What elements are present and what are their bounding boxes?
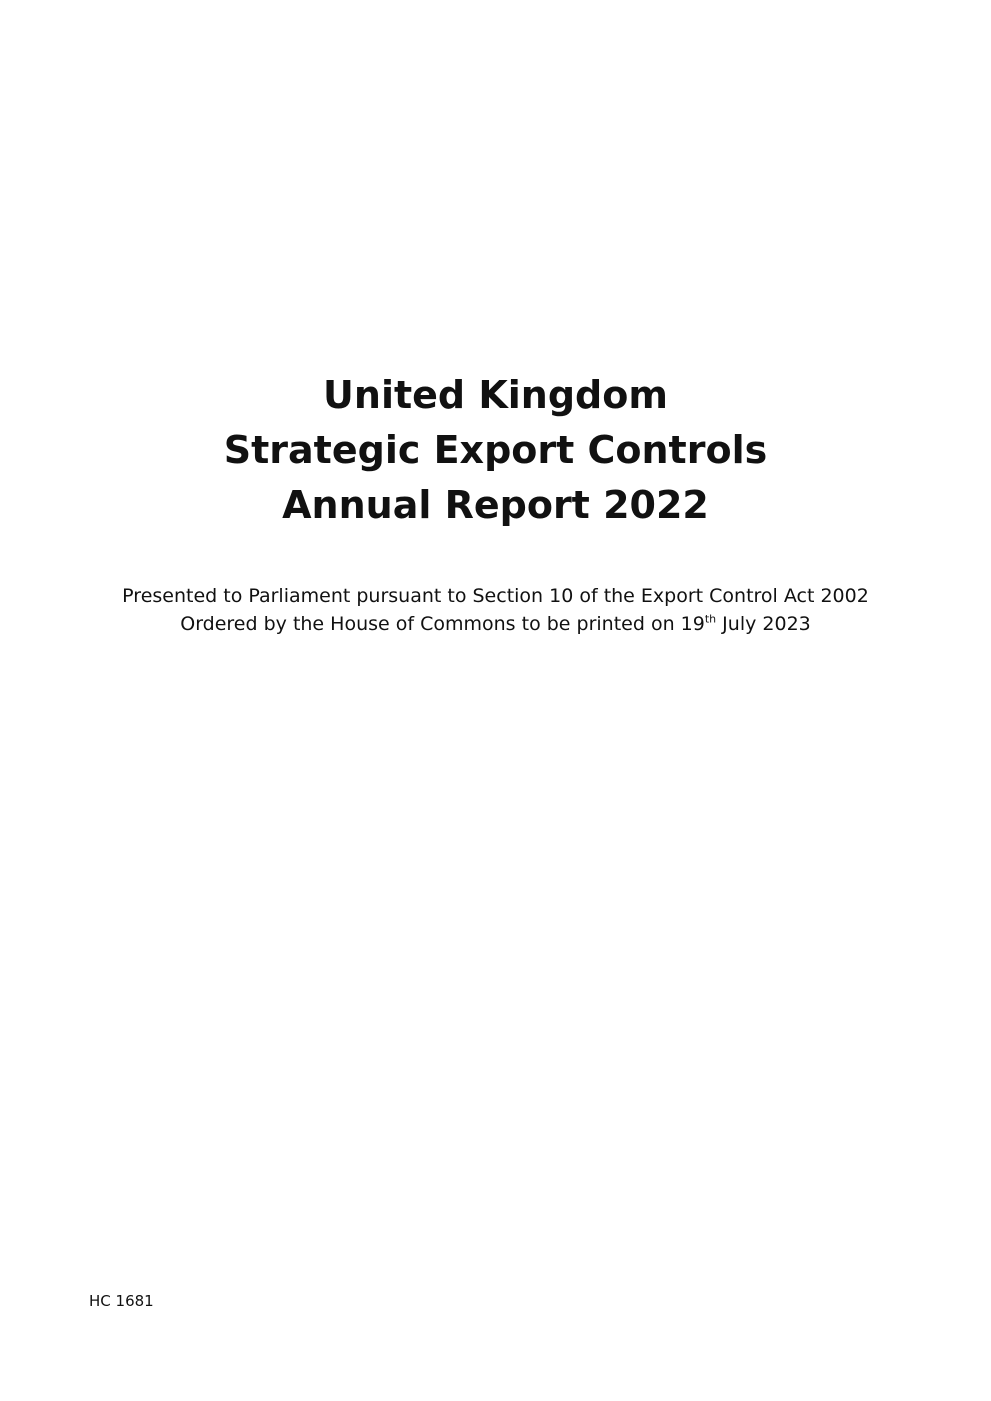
title-line-country: United Kingdom bbox=[323, 373, 668, 417]
ordered-printed-text bbox=[0, 610, 991, 638]
ordered-printed-prefix: Ordered by the House of Commons to be printed on 19 bbox=[180, 613, 705, 635]
house-of-commons-number: HC 1681 bbox=[89, 1292, 154, 1310]
presentation-statement bbox=[0, 582, 991, 638]
date-ordinal-suffix: th bbox=[704, 612, 717, 626]
title-line-report: Annual Report 2022 bbox=[282, 483, 709, 527]
report-title bbox=[0, 368, 991, 533]
presented-to-parliament-text: Presented to Parliament pursuant to Section 10 of the Export Control Act 2002 bbox=[122, 585, 869, 607]
title-line-subject: Strategic Export Controls bbox=[223, 428, 768, 472]
ordered-printed-suffix: July 2023 bbox=[716, 613, 811, 635]
